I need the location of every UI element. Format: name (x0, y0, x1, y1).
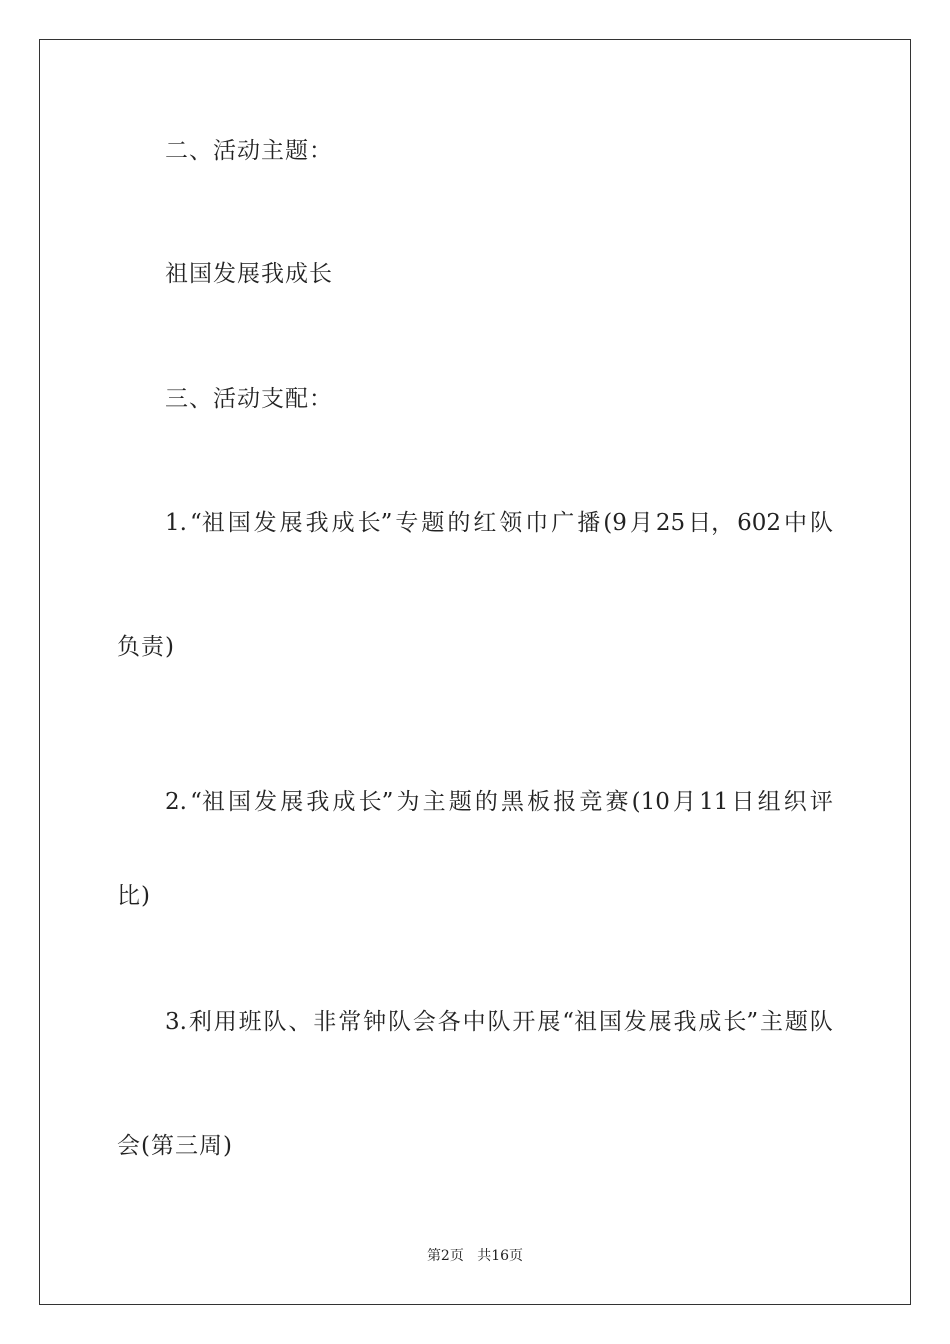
text-token: (9 (603, 510, 627, 536)
text-token: 钟 (363, 1009, 387, 1035)
text-token: 题 (421, 510, 445, 536)
text-token: 长” (358, 789, 394, 815)
text-token: 国 (227, 510, 251, 536)
text-token: 队 (263, 1009, 287, 1035)
text-token: 队 (487, 1009, 511, 1035)
text-token: 专 (395, 510, 419, 536)
text-token: 我 (306, 789, 330, 815)
text-token: 赛 (605, 789, 629, 815)
section-heading-theme: 二、活动主题： (165, 138, 333, 164)
text-token: 用 (213, 1009, 237, 1035)
text-token: 国 (598, 1009, 622, 1035)
text-token: 展 (279, 510, 303, 536)
text-token: 成 (331, 510, 355, 536)
text-token: 月 (629, 510, 653, 536)
item-3-line-2: 会(第三周) (117, 1133, 233, 1159)
item-1-line-1 (165, 508, 833, 538)
item-3-line-1 (165, 1007, 833, 1037)
text-token: 我 (305, 510, 329, 536)
text-token: 长” (357, 510, 393, 536)
text-token: 题 (784, 1009, 808, 1035)
text-token: 、 (288, 1009, 312, 1035)
page-footer (0, 1247, 950, 1265)
text-token: 领 (499, 510, 523, 536)
text-token: 发 (254, 789, 278, 815)
text-token: 板 (527, 789, 551, 815)
text-token: 成 (332, 789, 356, 815)
text-token: 各 (437, 1009, 461, 1035)
text-token: 为 (396, 789, 420, 815)
theme-text: 祖国发展我成长 (165, 261, 333, 287)
text-token: 红 (473, 510, 497, 536)
text-token: 日， (688, 510, 735, 536)
text-token: 25 (655, 510, 686, 536)
text-token: “祖 (562, 1009, 597, 1035)
text-token: 的 (447, 510, 471, 536)
text-token: 开 (512, 1009, 536, 1035)
text-token: 非 (313, 1009, 337, 1035)
page-border (39, 39, 911, 1305)
text-token: 组 (757, 789, 781, 815)
text-token: 长” (723, 1009, 759, 1035)
text-token: 广 (551, 510, 575, 536)
text-token: 发 (623, 1009, 647, 1035)
item-2-line-2: 比) (117, 883, 151, 909)
text-token: 播 (577, 510, 601, 536)
text-token: 报 (553, 789, 577, 815)
text-token: 队 (809, 1009, 833, 1035)
text-token: 602 (737, 510, 781, 536)
text-token: 班 (238, 1009, 262, 1035)
text-token: 我 (673, 1009, 697, 1035)
text-token: 展 (280, 789, 304, 815)
text-token: 国 (227, 789, 251, 815)
text-token: (10 (631, 789, 670, 815)
text-token: 展 (537, 1009, 561, 1035)
text-token: 日 (731, 789, 755, 815)
text-token: 会 (412, 1009, 436, 1035)
text-token: 中 (462, 1009, 486, 1035)
text-token: 成 (698, 1009, 722, 1035)
text-token: 主 (422, 789, 446, 815)
text-token: 题 (448, 789, 472, 815)
text-token: 主 (759, 1009, 783, 1035)
text-token: 1. (165, 510, 187, 536)
item-1-line-2: 负责) (117, 634, 175, 660)
text-token: 利 (188, 1009, 212, 1035)
page-total: 共16页 (477, 1248, 524, 1264)
text-token: “祖 (190, 789, 225, 815)
text-token: 月 (672, 789, 696, 815)
text-token: “祖 (189, 510, 225, 536)
text-token: 发 (253, 510, 277, 536)
text-token: 中 (783, 510, 807, 536)
text-token: 2. (165, 789, 187, 815)
text-token: 织 (783, 789, 807, 815)
text-token: 的 (474, 789, 498, 815)
text-token: 11 (699, 789, 729, 815)
text-token: 展 (648, 1009, 672, 1035)
text-token: 常 (338, 1009, 362, 1035)
page-number: 第2页 (426, 1248, 464, 1264)
text-token: 3. (165, 1009, 187, 1035)
text-token: 队 (387, 1009, 411, 1035)
text-token: 黑 (500, 789, 524, 815)
item-2-line-1 (165, 787, 833, 817)
text-token: 巾 (525, 510, 549, 536)
section-heading-arrangement: 三、活动支配： (165, 386, 333, 412)
text-token: 评 (809, 789, 833, 815)
text-token: 队 (809, 510, 833, 536)
text-token: 竞 (579, 789, 603, 815)
